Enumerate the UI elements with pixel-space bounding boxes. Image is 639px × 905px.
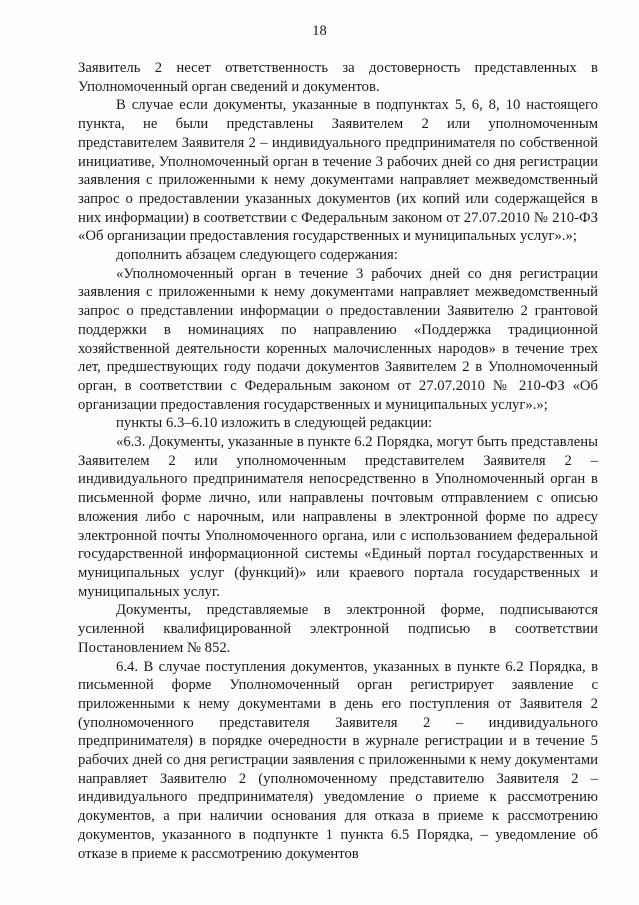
page-number: 18	[312, 23, 327, 39]
paragraph-clause-6-3: «6.3. Документы, указанные в пункте 6.2 Порядка, могут быть представлены Заявителем 2 или уполномоченным представителем Заявителя 2 – индивидуального предпринимателя непосредственно в Уполномоченный орган в письменной форме лично, или направлены почтовым отправлением с описью вложения либо с нарочным, или направлены в электронной форме по адресу электронной почты Уполномоченного органа, или с использованием федеральной государственной информационной системы «Единый портал государственных и муниципальных услуг (функций)» или краевого портала государственных и муниципальных услуг.	[78, 434, 598, 600]
paragraph-amendment-instruction: дополнить абзацем следующего содержания:	[116, 247, 398, 264]
paragraph-grant-support-request: «Уполномоченный орган в течение 3 рабочих дней со дня регистрации заявления с приложенными к нему документами направляет межведомственный запрос о представлении информации о предоставлении Заявителю 2 грантовой поддержки в номинациях по направлению «Поддержка традиционной хозяйственной деятельности коренных малочисленных народов» в течение трех лет, предшествующих году подачи документов Заявителем 2 в Уполномоченный орган, в соответствии с Федеральным законом от 27.07.2010 № 210-ФЗ «Об организации предоставления государственных и муниципальных услуг».»;	[78, 265, 598, 413]
paragraph-clause-6-4: 6.4. В случае поступления документов, указанных в пункте 6.2 Порядка, в письменной форме Уполномоченный орган регистрирует заявление с приложенными к нему документами в день его поступления от Заявителя 2 (уполномоченного представителя Заявителя 2 – индивидуального предпринимателя) в порядке очередности в журнале регистрации и в течение 5 рабочих дней со дня регистрации заявления с приложенными к нему документами направляет Заявителю 2 (уполномоченному представителю Заявителя 2 – индивидуального предпринимателя) уведомление о приеме к рассмотрению документов, а при наличии основания для отказа в приеме к рассмотрению документов, указанного в подпункте 1 пункта 6.5 Порядка, – уведомление об отказе в приеме к рассмотрению документов	[78, 658, 598, 862]
document-body	[78, 59, 598, 863]
paragraph-interagency-request: В случае если документы, указанные в подпунктах 5, 6, 8, 10 настоящего пункта, не были представлены Заявителем 2 или уполномоченным представителем Заявителя 2 – индивидуального предпринимателя по собственной инициативе, Уполномоченный орган в течение 3 рабочих дней со дня регистрации заявления с приложенными к нему документами направляет межведомственный запрос о предоставлении указанных документов (их копий или содержащейся в них информации) в соответствии с Федеральным законом от 27.07.2010 № 210-ФЗ «Об организации предоставления государственных и муниципальных услуг».»;	[78, 97, 598, 245]
paragraph-electronic-signature: Документы, представляемые в электронной форме, подписываются усиленной квалифицированной электронной подписью в соответствии Постановлением № 852.	[78, 602, 598, 656]
paragraph-points-revision: пункты 6.3–6.10 изложить в следующей редакции:	[116, 415, 433, 432]
paragraph-responsibility: Заявитель 2 несет ответственность за достоверность представленных в Уполномоченный орган сведений и документов.	[78, 60, 598, 95]
